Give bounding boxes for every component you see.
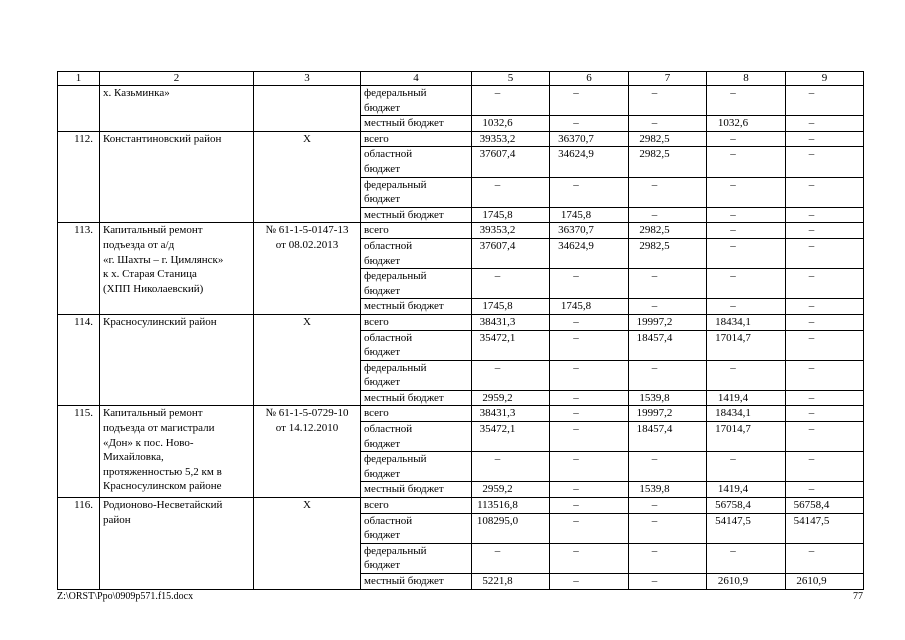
value-cell: – <box>472 543 550 573</box>
value-cell: – <box>629 299 707 315</box>
value-cell: – <box>550 406 629 422</box>
source-fed <box>361 543 472 573</box>
column-header: 7 <box>629 72 707 86</box>
value-cell: 2610,9 <box>707 574 786 590</box>
value-cell: 1032,6 <box>707 116 786 132</box>
value-cell: 1032,6 <box>472 116 550 132</box>
row-number: 112. <box>58 131 100 223</box>
value-cell: – <box>550 543 629 573</box>
value-cell: – <box>786 330 864 360</box>
line: от 14.12.2010 <box>275 422 339 435</box>
column-header: 3 <box>254 72 361 86</box>
line: «Дон» к пос. Ново- <box>103 436 194 449</box>
value-cell: – <box>550 269 629 299</box>
value-cell: 19997,2 <box>629 406 707 422</box>
value-cell: 1539,8 <box>629 390 707 406</box>
source-total: всего <box>361 314 472 330</box>
value-cell: 36370,7 <box>550 223 629 239</box>
value-cell: – <box>550 314 629 330</box>
value-cell: 34624,9 <box>550 147 629 177</box>
object-name <box>100 131 254 223</box>
line: к х. Старая Станица <box>103 268 197 281</box>
value-cell: 5221,8 <box>472 574 550 590</box>
value-cell: – <box>786 207 864 223</box>
value-cell: – <box>472 86 550 116</box>
value-cell: 2959,2 <box>472 482 550 498</box>
document-code <box>254 86 361 132</box>
value-cell: 2982,5 <box>629 238 707 268</box>
source-label: федеральный <box>364 178 427 191</box>
value-cell: – <box>629 116 707 132</box>
value-cell: – <box>550 574 629 590</box>
source-fed <box>361 452 472 482</box>
source-obl <box>361 147 472 177</box>
value-cell: – <box>550 390 629 406</box>
value-cell: 17014,7 <box>707 422 786 452</box>
value-cell: 1539,8 <box>629 482 707 498</box>
source-label: бюджет <box>364 162 400 175</box>
value-cell: – <box>786 147 864 177</box>
value-cell: 39353,2 <box>472 131 550 147</box>
source-total: всего <box>361 131 472 147</box>
source-local: местный бюджет <box>361 574 472 590</box>
value-cell: 2982,5 <box>629 223 707 239</box>
source-label: бюджет <box>364 254 400 267</box>
document-code <box>254 314 361 406</box>
value-cell: – <box>550 498 629 514</box>
value-cell: – <box>472 360 550 390</box>
source-label: областной <box>364 239 413 252</box>
value-cell: 2959,2 <box>472 390 550 406</box>
source-fed <box>361 360 472 390</box>
value-cell: – <box>786 422 864 452</box>
value-cell: – <box>786 116 864 132</box>
value-cell: – <box>707 543 786 573</box>
source-label: областной <box>364 148 413 161</box>
value-cell: 56758,4 <box>707 498 786 514</box>
value-cell: – <box>629 207 707 223</box>
line: подъезда от а/д <box>103 238 175 251</box>
source-label: федеральный <box>364 270 427 283</box>
value-cell: 1745,8 <box>550 207 629 223</box>
line: Х <box>303 499 311 512</box>
line: Красносулинском районе <box>103 480 222 493</box>
row-number <box>58 86 100 132</box>
source-obl <box>361 238 472 268</box>
source-obl <box>361 422 472 452</box>
line: Х <box>303 132 311 145</box>
value-cell: – <box>550 482 629 498</box>
value-cell: – <box>786 406 864 422</box>
value-cell: – <box>472 269 550 299</box>
line: Капитальный ремонт <box>103 407 203 420</box>
value-cell: – <box>550 422 629 452</box>
value-cell: – <box>550 452 629 482</box>
object-name <box>100 223 254 315</box>
value-cell: – <box>550 360 629 390</box>
value-cell: 18457,4 <box>629 330 707 360</box>
value-cell: 18434,1 <box>707 314 786 330</box>
source-label: бюджет <box>364 376 400 389</box>
source-local: местный бюджет <box>361 390 472 406</box>
source-label: бюджет <box>364 529 400 542</box>
value-cell: – <box>550 513 629 543</box>
line: Капитальный ремонт <box>103 224 203 237</box>
value-cell: – <box>629 452 707 482</box>
document-code <box>254 498 361 590</box>
value-cell: – <box>550 177 629 207</box>
source-label: бюджет <box>364 467 400 480</box>
object-name <box>100 314 254 406</box>
value-cell: – <box>707 147 786 177</box>
value-cell: – <box>629 513 707 543</box>
source-label: бюджет <box>364 284 400 297</box>
value-cell: 19997,2 <box>629 314 707 330</box>
source-total: всего <box>361 498 472 514</box>
column-header: 6 <box>550 72 629 86</box>
value-cell: 2982,5 <box>629 147 707 177</box>
source-fed <box>361 269 472 299</box>
value-cell: 34624,9 <box>550 238 629 268</box>
source-local: местный бюджет <box>361 116 472 132</box>
source-obl <box>361 330 472 360</box>
column-header: 9 <box>786 72 864 86</box>
value-cell: 1745,8 <box>550 299 629 315</box>
line: Михайловка, <box>103 451 164 464</box>
value-cell: – <box>707 238 786 268</box>
value-cell: 1419,4 <box>707 482 786 498</box>
value-cell: – <box>786 299 864 315</box>
value-cell: 113516,8 <box>472 498 550 514</box>
value-cell: 35472,1 <box>472 330 550 360</box>
source-label: федеральный <box>364 453 427 466</box>
value-cell: – <box>786 269 864 299</box>
value-cell: – <box>629 269 707 299</box>
value-cell: 39353,2 <box>472 223 550 239</box>
document-code <box>254 223 361 315</box>
source-label: федеральный <box>364 544 427 557</box>
value-cell: 17014,7 <box>707 330 786 360</box>
value-cell: 37607,4 <box>472 147 550 177</box>
value-cell: 18434,1 <box>707 406 786 422</box>
value-cell: – <box>707 177 786 207</box>
table-row <box>58 406 864 422</box>
value-cell: – <box>707 360 786 390</box>
source-label: бюджет <box>364 437 400 450</box>
column-header: 4 <box>361 72 472 86</box>
value-cell: – <box>550 116 629 132</box>
line: от 08.02.2013 <box>275 238 339 251</box>
value-cell: – <box>786 543 864 573</box>
source-fed <box>361 177 472 207</box>
value-cell: – <box>707 86 786 116</box>
source-label: бюджет <box>364 101 400 114</box>
value-cell: 18457,4 <box>629 422 707 452</box>
source-total: всего <box>361 406 472 422</box>
row-number: 116. <box>58 498 100 590</box>
value-cell: – <box>472 177 550 207</box>
line: № 61-1-5-0147-13 <box>265 224 349 237</box>
source-label: федеральный <box>364 87 427 99</box>
value-cell: 38431,3 <box>472 314 550 330</box>
value-cell: – <box>472 452 550 482</box>
row-number: 113. <box>58 223 100 315</box>
value-cell: – <box>629 498 707 514</box>
value-cell: 1745,8 <box>472 207 550 223</box>
value-cell: 108295,0 <box>472 513 550 543</box>
source-local: местный бюджет <box>361 207 472 223</box>
line: Красносулинский район <box>103 315 217 328</box>
value-cell: – <box>707 223 786 239</box>
source-label: бюджет <box>364 193 400 206</box>
value-cell: – <box>707 299 786 315</box>
value-cell: – <box>786 131 864 147</box>
row-number: 115. <box>58 406 100 498</box>
value-cell: – <box>629 574 707 590</box>
value-cell: 2610,9 <box>786 574 864 590</box>
value-cell: – <box>786 314 864 330</box>
source-label: федеральный <box>364 361 427 374</box>
table-row <box>58 223 864 239</box>
value-cell: – <box>629 543 707 573</box>
value-cell: – <box>707 207 786 223</box>
table-row <box>58 498 864 514</box>
table-row <box>58 86 864 116</box>
value-cell: 2982,5 <box>629 131 707 147</box>
value-cell: 56758,4 <box>786 498 864 514</box>
source-local: местный бюджет <box>361 299 472 315</box>
source-label: бюджет <box>364 346 400 359</box>
value-cell: – <box>550 330 629 360</box>
value-cell: 35472,1 <box>472 422 550 452</box>
source-fed <box>361 86 472 116</box>
column-header: 1 <box>58 72 100 86</box>
source-obl <box>361 513 472 543</box>
value-cell: – <box>786 238 864 268</box>
value-cell: – <box>786 390 864 406</box>
source-total: всего <box>361 223 472 239</box>
source-label: областной <box>364 331 413 344</box>
value-cell: – <box>786 223 864 239</box>
value-cell: – <box>707 269 786 299</box>
object-name <box>100 498 254 590</box>
line: Х <box>303 315 311 328</box>
value-cell: – <box>786 177 864 207</box>
budget-table <box>57 71 864 590</box>
value-cell: 37607,4 <box>472 238 550 268</box>
line: (ХПП Николаевский) <box>103 282 204 295</box>
value-cell: – <box>786 482 864 498</box>
value-cell: 36370,7 <box>550 131 629 147</box>
row-number: 114. <box>58 314 100 406</box>
source-label: бюджет <box>364 559 400 572</box>
object-name: х. Казьминка» <box>100 86 254 132</box>
column-header: 8 <box>707 72 786 86</box>
footer-page-number: 77 <box>853 591 863 602</box>
value-cell: 54147,5 <box>707 513 786 543</box>
value-cell: 38431,3 <box>472 406 550 422</box>
line: Родионово-Несветайский <box>103 499 223 512</box>
table-row <box>58 131 864 147</box>
value-cell: – <box>786 452 864 482</box>
line: Константиновский район <box>103 132 222 145</box>
document-code <box>254 406 361 498</box>
line: подъезда от магистрали <box>103 422 215 435</box>
value-cell: – <box>707 131 786 147</box>
source-local: местный бюджет <box>361 482 472 498</box>
line: № 61-1-5-0729-10 <box>265 407 349 420</box>
line: «г. Шахты – г. Цимлянск» <box>103 253 224 266</box>
value-cell: – <box>550 86 629 116</box>
value-cell: 1745,8 <box>472 299 550 315</box>
source-label: областной <box>364 514 413 527</box>
header-row <box>58 72 864 86</box>
footer-file-path: Z:\ORST\Ppo\0909p571.f15.docx <box>57 591 194 602</box>
value-cell: 54147,5 <box>786 513 864 543</box>
line: протяженностью 5,2 км в <box>103 465 222 478</box>
source-label: областной <box>364 423 413 436</box>
column-header: 5 <box>472 72 550 86</box>
document-code <box>254 131 361 223</box>
value-cell: 1419,4 <box>707 390 786 406</box>
value-cell: – <box>707 452 786 482</box>
value-cell: – <box>629 177 707 207</box>
value-cell: – <box>629 86 707 116</box>
object-name <box>100 406 254 498</box>
table-row <box>58 314 864 330</box>
value-cell: – <box>786 360 864 390</box>
line: район <box>103 513 131 526</box>
column-header: 2 <box>100 72 254 86</box>
value-cell: – <box>786 86 864 116</box>
value-cell: – <box>629 360 707 390</box>
